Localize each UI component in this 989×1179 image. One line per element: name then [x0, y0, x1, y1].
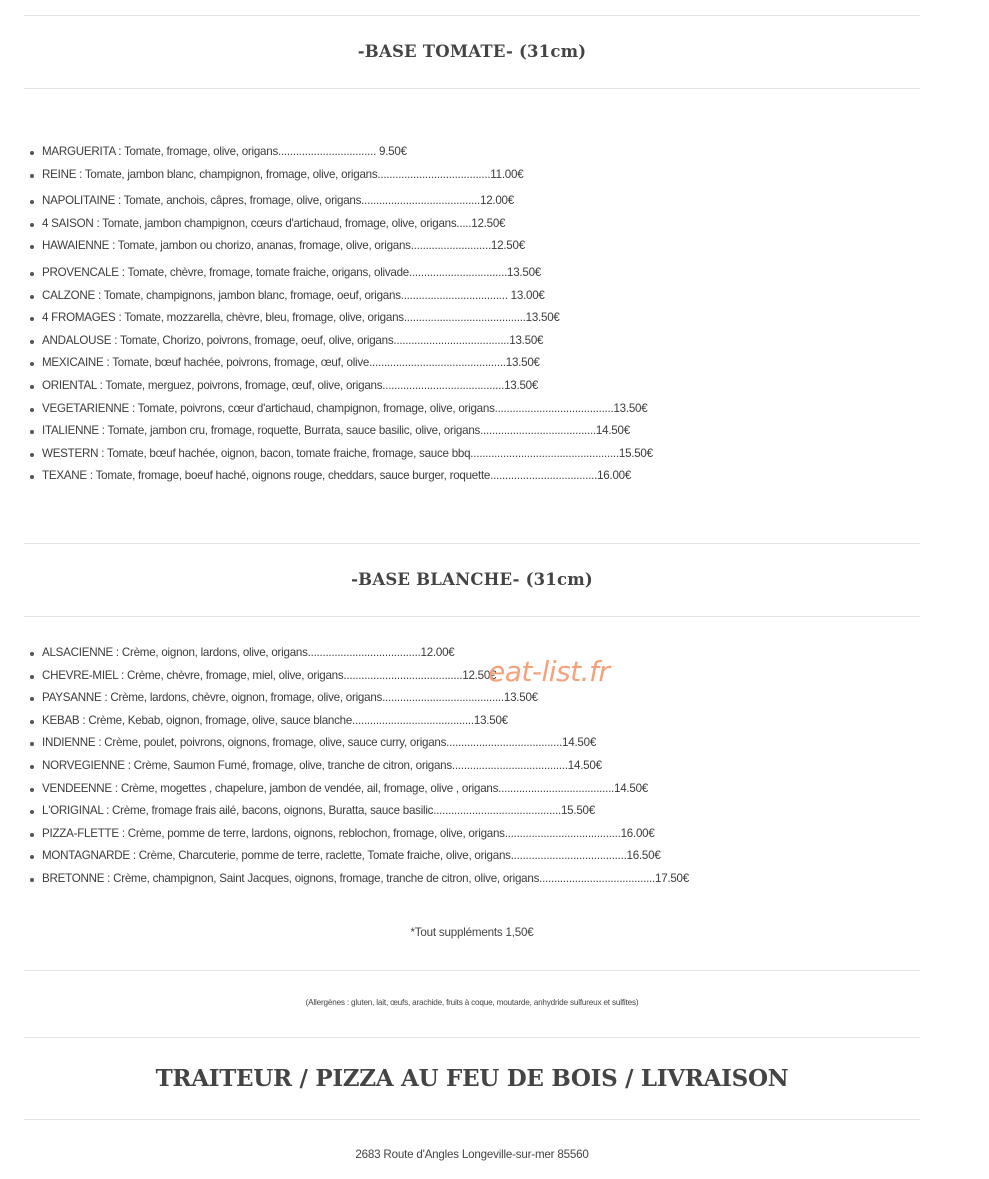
divider-under-tomate-title — [24, 88, 920, 89]
list-item: PAYSANNE : Crème, lardons, chèvre, oignon, fromage, olive, origans.........................................13.50€ — [24, 687, 689, 710]
list-item: TEXANE : Tomate, fromage, boeuf haché, oignons rouge, cheddars, sauce burger, roquette....................................16.00€ — [24, 465, 653, 488]
watermark-logo: eat-list.fr — [488, 655, 610, 688]
divider-above-blanche-title — [24, 543, 920, 544]
list-item: MONTAGNARDE : Crème, Charcuterie, pomme de terre, raclette, Tomate fraiche, olive, origans.......................................16.50€ — [24, 845, 689, 868]
list-item: HAWAIENNE : Tomate, jambon ou chorizo, ananas, fromage, olive, origans...........................12.50€ — [24, 235, 653, 258]
list-item: 4 SAISON : Tomate, jambon champignon, cœurs d'artichaud, fromage, olive, origans.....12.50€ — [24, 213, 653, 236]
list-item: ORIENTAL : Tomate, merguez, poivrons, fromage, œuf, olive, origans.........................................13.50€ — [24, 375, 653, 398]
divider-above-banner — [24, 1037, 920, 1038]
list-item: VENDEENNE : Crème, mogettes , chapelure, jambon de vendée, ail, fromage, olive , origans.......................................14.50€ — [24, 778, 689, 801]
base-tomate-list — [24, 141, 653, 488]
section-title-base-blanche: -BASE BLANCHE- (31cm) — [351, 570, 593, 589]
list-item: INDIENNE : Crème, poulet, poivrons, oignons, fromage, olive, sauce curry, origans.......................................14.50€ — [24, 732, 689, 755]
list-item: NAPOLITAINE : Tomate, anchois, câpres, fromage, olive, origans........................................12.00€ — [24, 190, 653, 213]
address: 2683 Route d'Angles Longeville-sur-mer 85560 — [355, 1148, 589, 1161]
banner-title: TRAITEUR / PIZZA AU FEU DE BOIS / LIVRAISON — [155, 1065, 789, 1092]
section-title-base-tomate: -BASE TOMATE- (31cm) — [357, 42, 587, 61]
list-item: KEBAB : Crème, Kebab, oignon, fromage, olive, sauce blanche.........................................13.50€ — [24, 710, 689, 733]
list-item: ANDALOUSE : Tomate, Chorizo, poivrons, fromage, oeuf, olive, origans.......................................13.50€ — [24, 330, 653, 353]
list-item: MARGUERITA : Tomate, fromage, olive, origans................................. 9.50€ — [24, 141, 653, 164]
list-item: L'ORIGINAL : Crème, fromage frais ailé, bacons, oignons, Buratta, sauce basilic...........................................15.50€ — [24, 800, 689, 823]
list-item: PIZZA-FLETTE : Crème, pomme de terre, lardons, oignons, reblochon, fromage, olive, origans.......................................16.00€ — [24, 823, 689, 846]
list-item: CALZONE : Tomate, champignons, jambon blanc, fromage, oeuf, origans.................................... 13.00€ — [24, 285, 653, 308]
list-item: WESTERN : Tomate, bœuf hachée, oignon, bacon, tomate fraiche, fromage, sauce bbq..................................................15.50€ — [24, 443, 653, 466]
divider-above-allergens — [24, 970, 920, 971]
divider-under-blanche-title — [24, 616, 920, 617]
list-item: CHEVRE-MIEL : Crème, chèvre, fromage, miel, olive, origans........................................12.50€ — [24, 665, 689, 688]
list-item: 4 FROMAGES : Tomate, mozzarella, chèvre, bleu, fromage, olive, origans.........................................13.50€ — [24, 307, 653, 330]
divider-under-banner — [24, 1119, 920, 1120]
divider-top — [24, 15, 920, 16]
list-item: PROVENCALE : Tomate, chèvre, fromage, tomate fraiche, origans, olivade.................................13.50€ — [24, 262, 653, 285]
list-item: MEXICAINE : Tomate, bœuf hachée, poivrons, fromage, œuf, olive..............................................13.50€ — [24, 352, 653, 375]
list-item: ALSACIENNE : Crème, oignon, lardons, olive, origans......................................12.00€ — [24, 642, 689, 665]
allergens-note: (Allergènes : gluten, lait, œufs, arachide, fruits à coque, moutarde, anhydride sulfureux et sulfites) — [305, 998, 639, 1007]
list-item: REINE : Tomate, jambon blanc, champignon, fromage, olive, origans......................................11.00€ — [24, 164, 653, 187]
supplements-note: *Tout suppléments 1,50€ — [410, 926, 534, 939]
list-item: ITALIENNE : Tomate, jambon cru, fromage, roquette, Burrata, sauce basilic, olive, origans.......................................14.50€ — [24, 420, 653, 443]
list-item: NORVEGIENNE : Crème, Saumon Fumé, fromage, olive, tranche de citron, origans.......................................14.50€ — [24, 755, 689, 778]
list-item: VEGETARIENNE : Tomate, poivrons, cœur d'artichaud, champignon, fromage, olive, origans........................................13.50€ — [24, 398, 653, 421]
list-item: BRETONNE : Crème, champignon, Saint Jacques, oignons, fromage, tranche de citron, olive, origans.......................................17.50€ — [24, 868, 689, 891]
